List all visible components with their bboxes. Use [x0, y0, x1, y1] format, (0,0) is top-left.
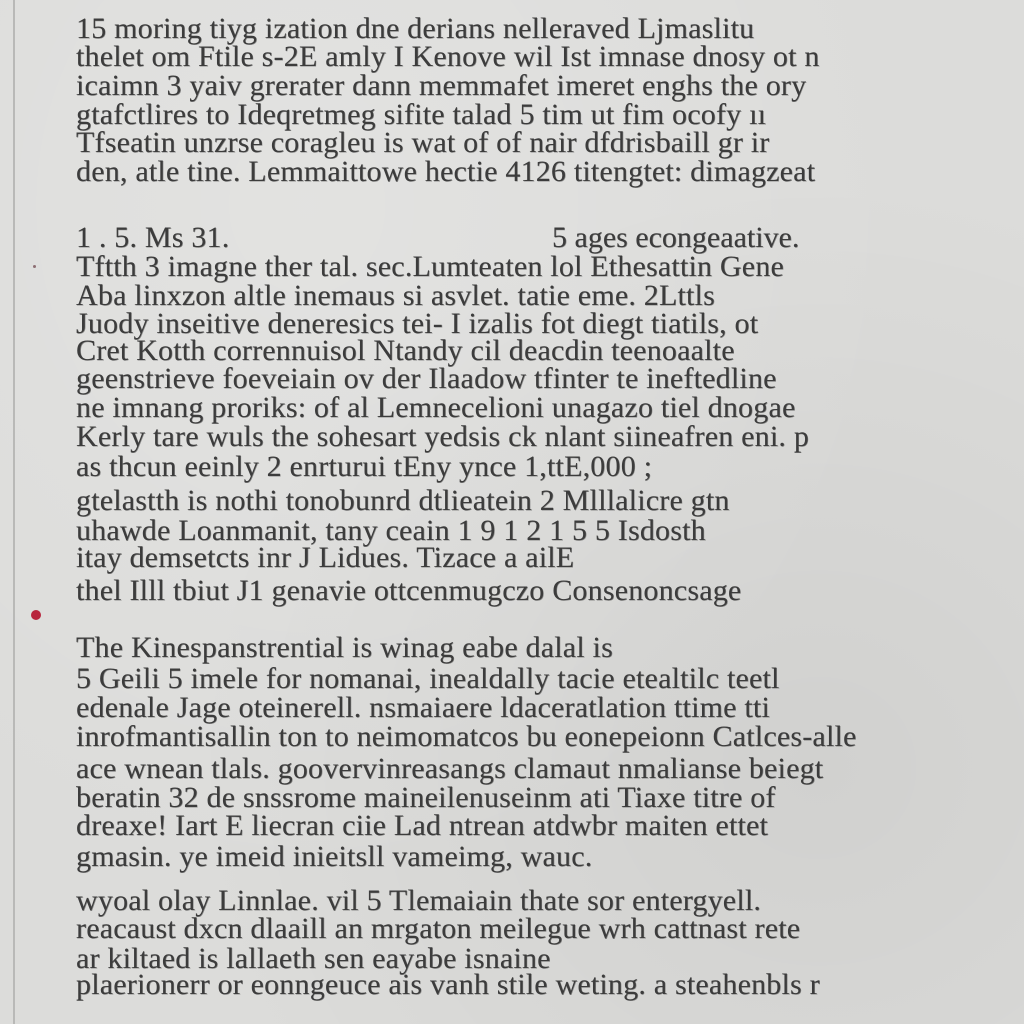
text-line: wyoal olay Linnlae. vil 5 Tlemaiain thate sor entergyell. — [76, 884, 762, 917]
text-line: Kerly tare wuls the sohesart yedsis ck nlant siineafren eni. p — [76, 420, 810, 453]
text-line: gtafctlires to Ideqretmeg sifite talad 5 tim ut fim ocofy ıı — [76, 98, 767, 131]
text-line: uhawde Loanmanit, tany ceain 1 9 1 2 1 5 5 Isdosth — [76, 514, 706, 547]
text-line: ne imnang proriks: of al Lemnecelioni unagazo tiel dnogae — [76, 391, 796, 424]
text-line: inrofmantisallin ton to neimomatcos bu eonepeionn Catlces-alle — [76, 720, 857, 753]
text-line: edenale Jage oteinerell. nsmaiaere ldaceratlation ttime tti — [76, 691, 770, 724]
text-line: 5 Geili 5 imele for nomanai, inealdally tacie etealtilc teetl — [76, 662, 780, 695]
text-line: den, atle tine. Lemmaittowe hectie 4126 titengtet: dimagzeat — [76, 155, 816, 188]
text-line: plaerionerr or eonngeuce ais vanh stile weting. a steahenbls r — [76, 968, 820, 1001]
text-line: Tfseatin unzrse coragleu is wat of of nair dfdrisbaill gr ir — [76, 126, 770, 159]
margin-dot-small — [33, 265, 36, 268]
text-line: Tftth 3 imagne ther tal. sec.Lumteaten lol Ethesattin Gene — [76, 250, 785, 283]
text-line: Cret Kotth corrennuisol Ntandy cil deacdin teenoaalte — [76, 334, 735, 367]
text-line: Aba linxzon altle inemaus si asvlet. tatie eme. 2Lttls — [76, 279, 715, 312]
text-line: geenstrieve foeveiain ov der Ilaadow tfinter te ineftedline — [76, 362, 777, 395]
text-line: Juody inseitive deneresics tei- I izalis fot diegt tiatils, ot — [76, 307, 759, 340]
margin-dot-red — [31, 610, 41, 620]
text-line: ace wnean tlals. goovervinreasangs clamaut nmalianse beiegt — [76, 752, 824, 785]
text-line: beratin 32 de snssrome maineilenuseinm ati Tiaxe titre of — [76, 781, 776, 814]
section-heading-left: 1 . 5. Ms 31. — [76, 221, 230, 254]
text-line: thel Illl tbiut J1 genavie ottcenmugczo Consenoncsage — [76, 574, 742, 607]
text-line: reacaust dxcn dlaaill an mrgaton meilegue wrh cattnast rete — [76, 912, 801, 945]
text-line: itay demsetcts inr J Lidues. Tizace a ailE — [76, 541, 575, 574]
text-line: The Kinespanstrential is winag eabe dalal is — [76, 631, 613, 664]
text-line: icaimn 3 yaiv grerater dann memmafet imeret enghs the ory — [76, 69, 807, 102]
text-line: as thcun eeinly 2 enrturui tEny ynce 1,ttE,000 ; — [76, 450, 653, 483]
text-line: ar kiltaed is lallaeth sen eayabe isnaine — [76, 942, 551, 975]
margin-rule — [13, 0, 15, 1024]
text-line: dreaxe! Iart E liecran ciie Lad ntrean atdwbr maiten ettet — [76, 809, 769, 842]
text-line: gtelastth is nothi tonobunrd dtlieatein 2 Mlllalicre gtn — [76, 484, 730, 517]
text-line: thelet om Ftile s-2E amly I Kenove wil Ist imnase dnosy ot n — [76, 40, 820, 73]
section-heading-right: 5 ages econgeaative. — [552, 221, 800, 254]
text-line: gmasin. ye imeid inieitsll vameimg, wauc. — [76, 840, 593, 873]
text-line: 15 moring tiyg ization dne derians nelleraved Ljmaslitu — [76, 12, 755, 45]
